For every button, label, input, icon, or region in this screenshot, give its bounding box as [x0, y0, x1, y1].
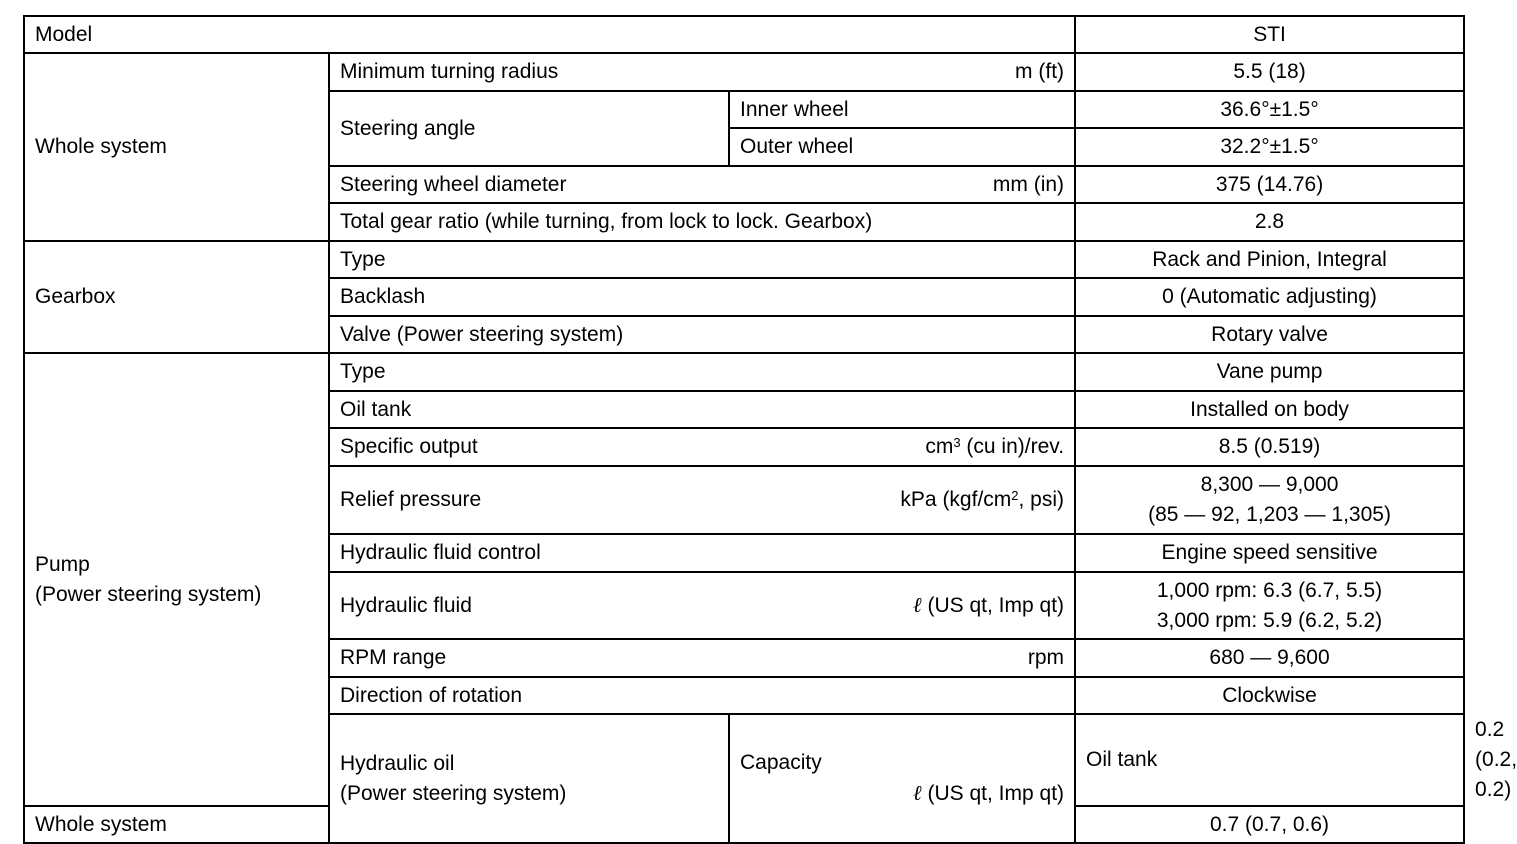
pump-group-line1: Pump — [35, 552, 90, 576]
table-row: Hydraulic oil (Power steering system) Capacity ℓ (US qt, Imp qt) Oil tank 0.2 (0.2, 0.2) — [24, 714, 1464, 806]
turning-radius-unit: m (ft) — [1015, 60, 1065, 83]
oil-tank-value: Installed on body — [1075, 391, 1464, 428]
table-row — [24, 241, 1464, 278]
table-row-model — [24, 16, 1464, 53]
pump-type-label: Type — [329, 353, 1075, 391]
capacity-whole-system-label: Whole system — [24, 806, 329, 843]
outer-wheel-value: 32.2°±1.5° — [1075, 128, 1464, 166]
oil-tank-label: Oil tank — [329, 391, 1075, 428]
rotation-label: Direction of rotation — [329, 677, 1075, 714]
rotation-value: Clockwise — [1075, 677, 1464, 714]
capacity-oil-tank-label: Oil tank — [1075, 714, 1464, 806]
group-gearbox: Gearbox — [24, 241, 329, 353]
hydraulic-fluid-value: 1,000 rpm: 6.3 (6.7, 5.5) 3,000 rpm: 5.9 (6.2, 5.2) — [1075, 572, 1464, 639]
relief-pressure-cell — [329, 466, 1075, 534]
model-value: STI — [1075, 16, 1464, 53]
liter-icon: ℓ — [912, 781, 922, 805]
specific-output-cell — [329, 428, 1075, 466]
model-label: Model — [24, 16, 1075, 53]
hydraulic-fluid-cell — [329, 572, 1075, 639]
hydraulic-oil-group-line2: (Power steering system) — [340, 781, 567, 805]
specific-output-value: 8.5 (0.519) — [1075, 428, 1464, 466]
wheel-diameter-unit: mm (in) — [992, 172, 1065, 196]
liter-icon: ℓ — [912, 593, 922, 617]
rpm-range-label: RPM range — [340, 646, 447, 669]
group-pump — [24, 353, 329, 806]
gearbox-type-value: Rack and Pinion, Integral — [1075, 241, 1464, 278]
specification-table — [23, 15, 1517, 844]
capacity-cell — [729, 714, 1075, 843]
capacity-unit: ℓ (US qt, Imp qt) — [912, 781, 1065, 805]
capacity-label: Capacity — [740, 751, 822, 774]
table-row — [24, 53, 1464, 91]
valve-label: Valve (Power steering system) — [329, 316, 1075, 353]
inner-wheel-value: 36.6°±1.5° — [1075, 91, 1464, 128]
pump-type-value: Vane pump — [1075, 353, 1464, 391]
valve-value: Rotary valve — [1075, 316, 1464, 353]
fluid-control-value: Engine speed sensitive — [1075, 534, 1464, 572]
backlash-value: 0 (Automatic adjusting) — [1075, 278, 1464, 316]
capacity-whole-system-value: 0.7 (0.7, 0.6) — [1075, 806, 1464, 843]
rpm-range-value: 680 — 9,600 — [1075, 639, 1464, 677]
wheel-diameter-label: Steering wheel diameter — [340, 172, 567, 196]
gear-ratio-value: 2.8 — [1075, 203, 1464, 241]
specific-output-unit: $cm^3$ (cu in)/rev. — [925, 435, 1065, 458]
hydraulic-oil-group-line1: Hydraulic oil — [340, 751, 455, 775]
inner-wheel-label: Inner wheel — [729, 91, 1075, 128]
rpm-range-cell — [329, 639, 1075, 677]
gearbox-type-label: Type — [329, 241, 1075, 278]
wheel-diameter-value: 375 (14.76) — [1075, 166, 1464, 203]
relief-pressure-value: 8,300 — 9,000 (85 — 92, 1,203 — 1,305) — [1075, 466, 1464, 534]
relief-pressure-unit: kPa ($kgf/cm^2$, psi) — [900, 488, 1065, 511]
rpm-range-unit: rpm — [1027, 646, 1065, 669]
outer-wheel-label: Outer wheel — [729, 128, 1075, 166]
steering-angle-label: Steering angle — [329, 91, 729, 166]
specific-output-label: Specific output — [340, 435, 478, 458]
table-row — [24, 353, 1464, 391]
relief-pressure-label: Relief pressure — [340, 488, 482, 511]
gear-ratio-label: Total gear ratio (while turning, from lock to lock. Gearbox) — [329, 203, 1075, 241]
group-hydraulic-oil — [329, 714, 729, 843]
turning-radius-label: Minimum turning radius — [340, 60, 559, 83]
hydraulic-fluid-unit: ℓ (US qt, Imp qt) — [912, 593, 1065, 617]
pump-group-line2: (Power steering system) — [35, 582, 262, 606]
hydraulic-fluid-label: Hydraulic fluid — [340, 593, 472, 617]
turning-radius-cell — [329, 53, 1075, 91]
wheel-diameter-cell — [329, 166, 1075, 203]
group-whole-system: Whole system — [24, 53, 329, 241]
backlash-label: Backlash — [329, 278, 1075, 316]
turning-radius-value: 5.5 (18) — [1075, 53, 1464, 91]
fluid-control-label: Hydraulic fluid control — [329, 534, 1075, 572]
